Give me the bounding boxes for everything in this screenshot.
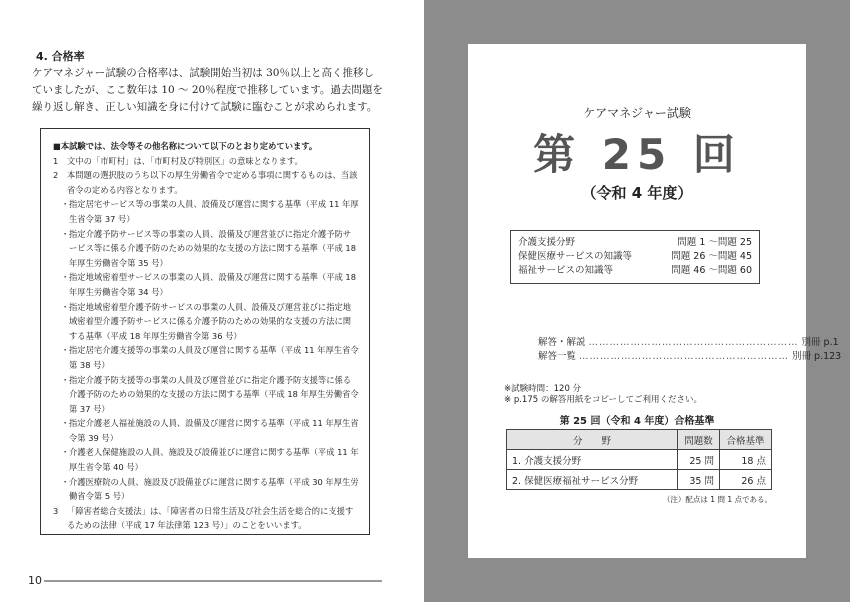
exam-title-card [468,44,842,558]
area-label: 保健医療サービスの知識等 [518,251,633,262]
note-item-number: 2 [53,170,59,181]
pass-cell: 18 点 [719,450,771,470]
bullet: ・ [61,418,70,429]
answer-label: 解答・解説 [538,337,586,348]
note-exam-time: ※試験時間：120 分 [504,384,582,394]
bullet: ・ [61,228,70,239]
note-subitem-text: 指定地域密着型サービスの事業の人員、設備及び運営に関する基準（平成 18 年厚生労働省令第 34 号） [69,272,356,297]
pass-criteria-title: 第 25 回（令和 4 年度）合格基準 [559,416,715,427]
bullet: ・ [61,345,70,356]
note-subitem [53,343,359,372]
page-number: 10 [28,574,42,587]
range-label: 問題 1 ～問題 25 [677,237,752,248]
footer-rule [44,580,382,582]
pass-criteria-table [506,429,772,490]
question-range-row [518,250,752,264]
bullet: ・ [61,374,70,385]
note-subitem-text: 指定居宅介護支援等の事業の人員及び運営に関する基準（平成 11 年厚生省令第 38 号） [69,345,359,370]
terminology-note-box [40,128,370,535]
exam-round: 第 25 回 [533,130,741,179]
note-subitem [53,227,359,271]
question-range-box [510,230,760,284]
table-row [507,450,772,470]
bullet: ・ [61,301,70,312]
note-item-1 [53,154,359,169]
note-subitem-text: 指定居宅サービス等の事業の人員、設備及び運営に関する基準（平成 11 年厚生省令第 37 号） [69,199,359,224]
count-cell: 25 問 [678,450,720,470]
field-cell: 1. 介護支援分野 [507,450,678,470]
note-subitem [53,416,359,445]
exam-era: （令和 4 年度） [581,184,693,202]
field-cell: 2. 保健医療福祉サービス分野 [507,470,678,490]
note-subitem [53,270,359,299]
note-subitem [53,373,359,417]
left-page [0,0,424,602]
header-pass: 合格基準 [719,430,771,450]
leader-dots: …………………………………………………… [588,337,799,348]
table-row [507,470,772,490]
table-header-row [507,430,772,450]
note-answer-sheet: ※ p.175 の解答用紙をコピーしてご利用ください。 [504,395,703,405]
header-field: 分 野 [507,430,678,450]
area-label: 介護支援分野 [518,237,576,248]
bullet: ・ [61,199,70,210]
note-subitem-text: 指定介護予防支援等の事業の人員及び運営並びに指定介護予防支援等に係る介護予防のための効果的な支援の方法に関する基準（平成 18 年厚生労働省令第 37 号） [69,374,359,414]
range-label: 問題 26 ～問題 45 [671,251,752,262]
note-item-3 [53,504,359,533]
note-item-2 [53,168,359,197]
note-item-number: 3 [53,505,59,516]
note-subitem-text: 介護老人保健施設の人員、施設及び設備並びに運営に関する基準（平成 11 年厚生省令第 40 号） [69,447,359,473]
exam-name: ケアマネジャー試験 [583,106,691,120]
pass-rate-paragraph: ケアマネジャー試験の合格率は、試験開始当初は 30％以上と高く推移していましたが、ここ数年は 10 ～ 20％程度で推移しています。過去問題を繰り返し解き、正しい知識を身に付けて試験に臨むことが求められます。 [32,67,383,113]
count-cell: 35 問 [678,470,720,490]
area-label: 福祉サービスの知識等 [518,265,614,276]
question-range-row [518,236,752,250]
note-subitem-text: 指定介護予防サービス等の事業の人員、設備及び運営並びに指定介護予防サービス等に係る介護予防のための効果的な支援の方法に関する基準（平成 18 年厚生労働省令第 35 号） [69,228,356,268]
note-subitem-text: 介護医療院の人員、施設及び設備並びに運営に関する基準（平成 30 年厚生労働省令第 5 号） [69,476,359,502]
note-subitem [53,197,359,226]
note-item-text: 文中の「市町村」は、「市町村及び特別区」の意味となります。 [67,155,303,166]
note-item-text: 本問題の選択肢のうち以下の厚生労働省令で定める事項に関するものは、当該省令の定める内容となります。 [67,170,358,195]
answer-page: 別冊 p.123 [792,351,842,362]
note-heading: ■本試験では、法令等その他名称について以下のとおり定めています。 [53,141,318,151]
header-count: 問題数 [678,430,720,450]
answer-label: 解答一覧 [538,351,577,362]
note-item-text: 「障害者総合支援法」は、「障害者の日常生活及び社会生活を総合的に支援するための法律（平成 17 年法律第 123 号）」のことをいいます。 [67,505,354,531]
bullet: ・ [61,447,70,458]
section-title: 4. 合格率 [36,50,85,63]
answer-reference-row [538,350,842,364]
table-note: （注）配点は 1 問 1 点である。 [662,495,772,504]
answer-reference-row [538,336,839,350]
range-label: 問題 46 ～問題 60 [671,265,752,276]
note-subitem [53,445,359,474]
note-subitem [53,475,359,504]
note-item-number: 1 [53,155,59,166]
bullet: ・ [61,272,70,283]
pass-cell: 26 点 [719,470,771,490]
note-subitem-text: 指定介護老人福祉施設の人員、設備及び運営に関する基準（平成 11 年厚生省令第 39 号） [69,418,359,443]
answer-page: 別冊 p.1 [801,337,839,348]
leader-dots: …………………………………………………… [579,351,790,362]
bullet: ・ [61,476,70,487]
note-subitem [53,300,359,344]
note-subitem-text: 指定地域密着型介護予防サービスの事業の人員、設備及び運営並びに指定地域密着型介護予防サービスに係る介護予防のための効果的な支援の方法に関する基準（平成 18 年厚生労働省令第 36 号） [69,301,352,341]
question-range-row [518,264,752,278]
